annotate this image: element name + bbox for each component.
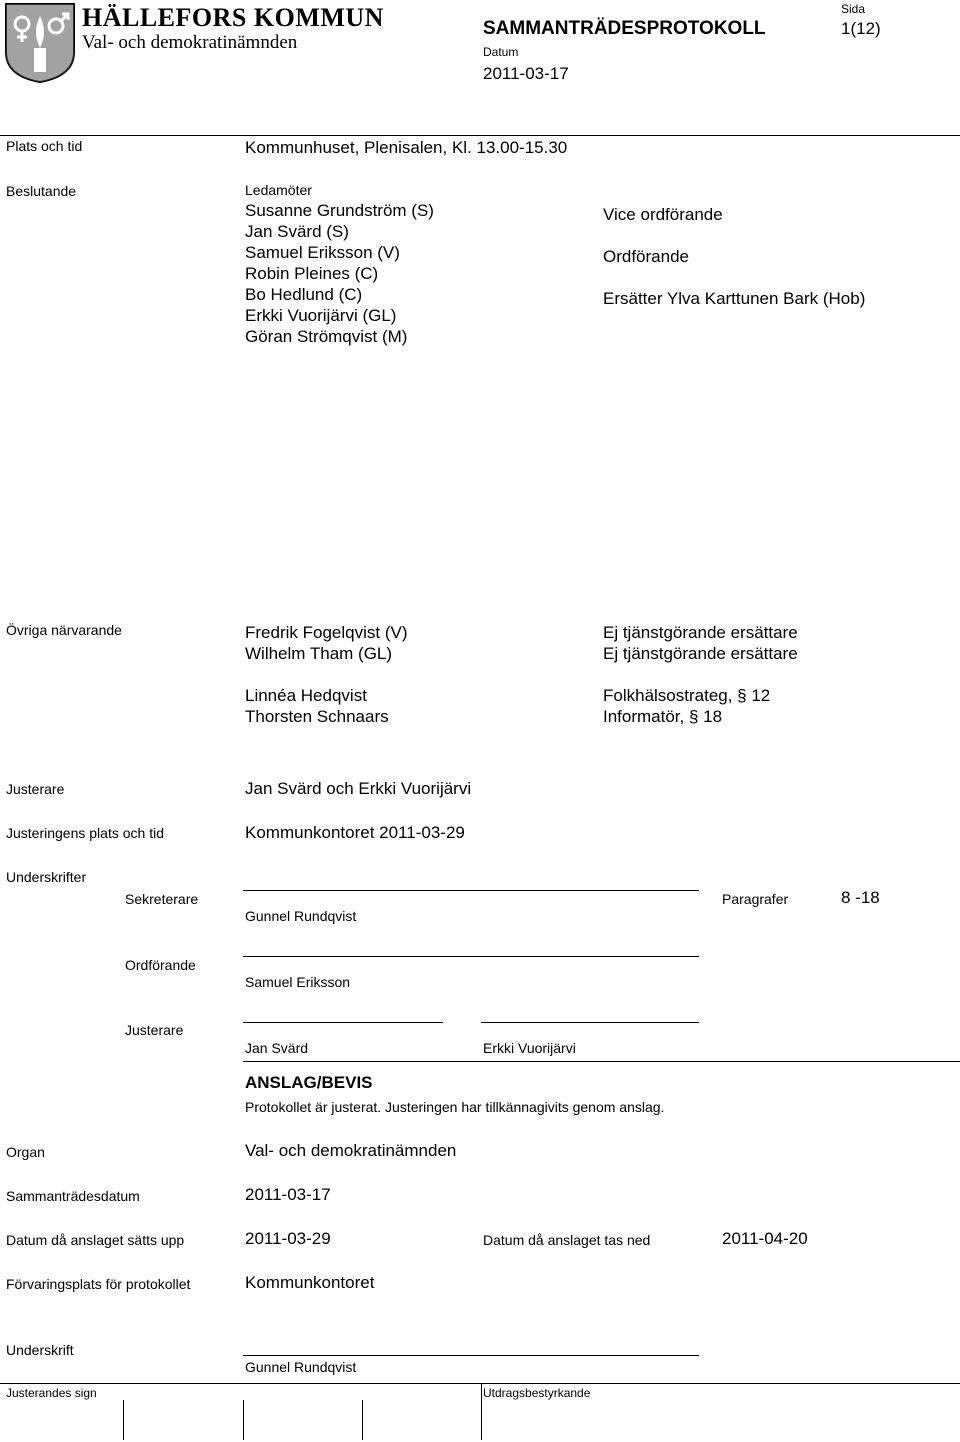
- paragraphs-label: Paragrafer: [722, 891, 789, 907]
- footer-divider: [0, 1383, 960, 1384]
- secretary-label: Sekreterare: [125, 891, 199, 907]
- removed-date-value: 2011-04-20: [722, 1229, 808, 1248]
- header-divider: [0, 135, 960, 136]
- meeting-date-value: 2011-03-17: [245, 1185, 331, 1204]
- sign-box-divider: [481, 1384, 482, 1440]
- storage-value: Kommunkontoret: [245, 1273, 375, 1292]
- org-name: HÄLLEFORS KOMMUN: [82, 3, 384, 32]
- page-label: Sida: [841, 2, 866, 16]
- member-role: Ersätter Ylva Karttunen Bark (Hob): [603, 289, 866, 308]
- paragraphs-value: 8 -18: [841, 888, 880, 907]
- adjuster1-name: Jan Svärd: [245, 1040, 309, 1056]
- posted-date-value: 2011-03-29: [245, 1229, 331, 1248]
- removed-date-label: Datum då anslaget tas ned: [483, 1232, 651, 1248]
- members-list: [245, 200, 434, 347]
- notice-text: Protokollet är justerat. Justeringen har tillkännagivits genom anslag.: [245, 1099, 665, 1115]
- sign-box-divider: [243, 1400, 244, 1440]
- place-value: Kommunhuset, Plenisalen, Kl. 13.00-15.30: [245, 138, 568, 157]
- attendee-role: Ej tjänstgörande ersättare: [603, 644, 798, 663]
- chair-name: Samuel Eriksson: [245, 974, 351, 990]
- member-name: Göran Strömqvist (M): [245, 327, 408, 346]
- secretary-signature-line: [243, 890, 699, 891]
- notice-divider: [243, 1061, 960, 1062]
- deciding-label: Beslutande: [6, 183, 77, 199]
- attendee-name: Thorsten Schnaars: [245, 707, 389, 726]
- adjusters-value: Jan Svärd och Erkki Vuorijärvi: [245, 779, 472, 798]
- chair-label: Ordförande: [125, 957, 196, 973]
- adjuster2-name: Erkki Vuorijärvi: [483, 1040, 576, 1056]
- member-role: Vice ordförande: [603, 205, 723, 224]
- attendee-role: Ej tjänstgörande ersättare: [603, 623, 798, 642]
- signature-name: Gunnel Rundqvist: [245, 1359, 357, 1375]
- sign-label: Justerandes sign: [6, 1386, 97, 1400]
- date-label: Datum: [483, 45, 519, 59]
- attendee-name: Wilhelm Tham (GL): [245, 644, 393, 663]
- storage-label: Förvaringsplats för protokollet: [6, 1276, 191, 1292]
- place-label: Plats och tid: [6, 138, 83, 154]
- page-number: 1(12): [841, 19, 881, 38]
- signature-label: Underskrift: [6, 1342, 74, 1358]
- meeting-date-label: Sammanträdesdatum: [6, 1188, 140, 1204]
- sign-box-divider: [123, 1400, 124, 1440]
- adjust-place-value: Kommunkontoret 2011-03-29: [245, 823, 465, 842]
- secretary-name: Gunnel Rundqvist: [245, 908, 357, 924]
- members-label: Ledamöter: [245, 182, 312, 198]
- member-name: Jan Svärd (S): [245, 222, 349, 241]
- attendee-role: Folkhälsostrateg, § 12: [603, 686, 771, 705]
- chair-signature-line: [243, 956, 699, 957]
- signatures-label: Underskrifter: [6, 869, 87, 885]
- attendee-name: Linnéa Hedqvist: [245, 686, 367, 705]
- board-name: Val- och demokratinämnden: [82, 32, 298, 53]
- adjust-place-label: Justeringens plats och tid: [6, 825, 164, 841]
- organ-value: Val- och demokratinämnden: [245, 1141, 457, 1160]
- adjuster2-signature-line: [481, 1022, 699, 1023]
- organ-label: Organ: [6, 1144, 45, 1160]
- sign-box-divider: [362, 1400, 363, 1440]
- extract-label: Utdragsbestyrkande: [483, 1386, 591, 1400]
- document-type: SAMMANTRÄDESPROTOKOLL: [483, 18, 766, 39]
- member-name: Samuel Eriksson (V): [245, 243, 400, 262]
- posted-date-label: Datum då anslaget sätts upp: [6, 1232, 185, 1248]
- others-label: Övriga närvarande: [6, 622, 122, 638]
- coat-of-arms-icon: [4, 2, 76, 84]
- attendee-role: Informatör, § 18: [603, 707, 723, 726]
- member-name: Bo Hedlund (C): [245, 285, 363, 304]
- adjuster1-signature-line: [243, 1022, 443, 1023]
- member-role: Ordförande: [603, 247, 689, 266]
- adjusters-label: Justerare: [6, 781, 65, 797]
- member-name: Robin Pleines (C): [245, 264, 379, 283]
- member-name: Susanne Grundström (S): [245, 201, 434, 220]
- notice-title: ANSLAG/BEVIS: [245, 1073, 373, 1092]
- attendee-name: Fredrik Fogelqvist (V): [245, 623, 408, 642]
- notice-signature-line: [243, 1355, 699, 1356]
- document-date: 2011-03-17: [483, 64, 569, 83]
- member-name: Erkki Vuorijärvi (GL): [245, 306, 397, 325]
- signature-adjusters-label: Justerare: [125, 1022, 184, 1038]
